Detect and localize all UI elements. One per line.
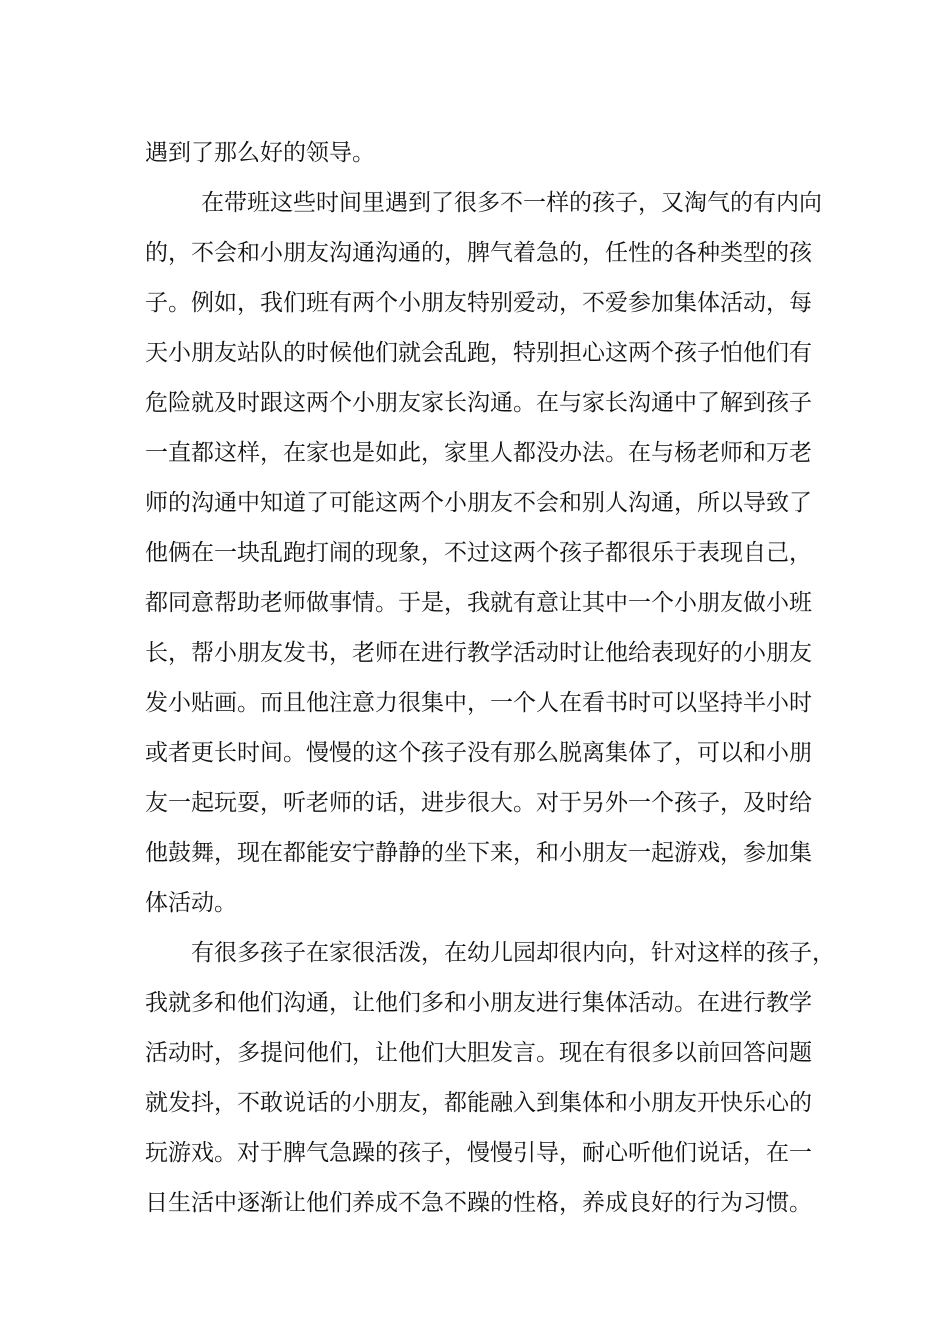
body-text (145, 128, 835, 1228)
text-line: 一直都这样，在家也是如此，家里人都没办法。在与杨老师和万老 (145, 440, 812, 466)
text-line: 玩游戏。对于脾气急躁的孩子，慢慢引导，耐心听他们说话，在一 (145, 1140, 812, 1166)
paragraph-start-line: 在带班这些时间里遇到了很多不一样的孩子，又淘气的有内向 (201, 190, 822, 216)
text-line: 活动时，多提问他们，让他们大胆发言。现在有很多以前回答问题 (145, 1040, 812, 1066)
text-line: 发小贴画。而且他注意力很集中，一个人在看书时可以坚持半小时 (145, 690, 812, 716)
text-line: 师的沟通中知道了可能这两个小朋友不会和别人沟通，所以导致了 (145, 490, 812, 516)
text-line: 体活动。 (145, 890, 237, 916)
text-line: 就发抖，不敢说话的小朋友，都能融入到集体和小朋友开快乐心的 (145, 1090, 812, 1116)
text-line: 他俩在一块乱跑打闹的现象，不过这两个孩子都很乐于表现自己， (145, 540, 812, 566)
text-line: 我就多和他们沟通，让他们多和小朋友进行集体活动。在进行教学 (145, 990, 812, 1016)
text-line: 或者更长时间。慢慢的这个孩子没有那么脱离集体了，可以和小朋 (145, 740, 812, 766)
text-line: 遇到了那么好的领导。 (145, 140, 375, 166)
text-line: 长，帮小朋友发书，老师在进行教学活动时让他给表现好的小朋友 (145, 640, 812, 666)
text-line: 都同意帮助老师做事情。于是，我就有意让其中一个小朋友做小班 (145, 590, 812, 616)
text-line: 危险就及时跟这两个小朋友家长沟通。在与家长沟通中了解到孩子 (145, 390, 812, 416)
text-line: 子。例如，我们班有两个小朋友特别爱动，不爱参加集体活动，每 (145, 290, 812, 316)
text-line: 的，不会和小朋友沟通沟通的，脾气着急的，任性的各种类型的孩 (145, 240, 812, 266)
text-line: 天小朋友站队的时候他们就会乱跑，特别担心这两个孩子怕他们有 (145, 340, 812, 366)
text-line: 友一起玩耍，听老师的话，进步很大。对于另外一个孩子，及时给 (145, 790, 812, 816)
paragraph-start-line: 有很多孩子在家很活泼，在幼儿园却很内向，针对这样的孩子， (191, 940, 835, 966)
text-line: 他鼓舞，现在都能安宁静静的坐下来，和小朋友一起游戏，参加集 (145, 840, 812, 866)
text-line: 日生活中逐渐让他们养成不急不躁的性格，养成良好的行为习惯。 (145, 1190, 812, 1216)
